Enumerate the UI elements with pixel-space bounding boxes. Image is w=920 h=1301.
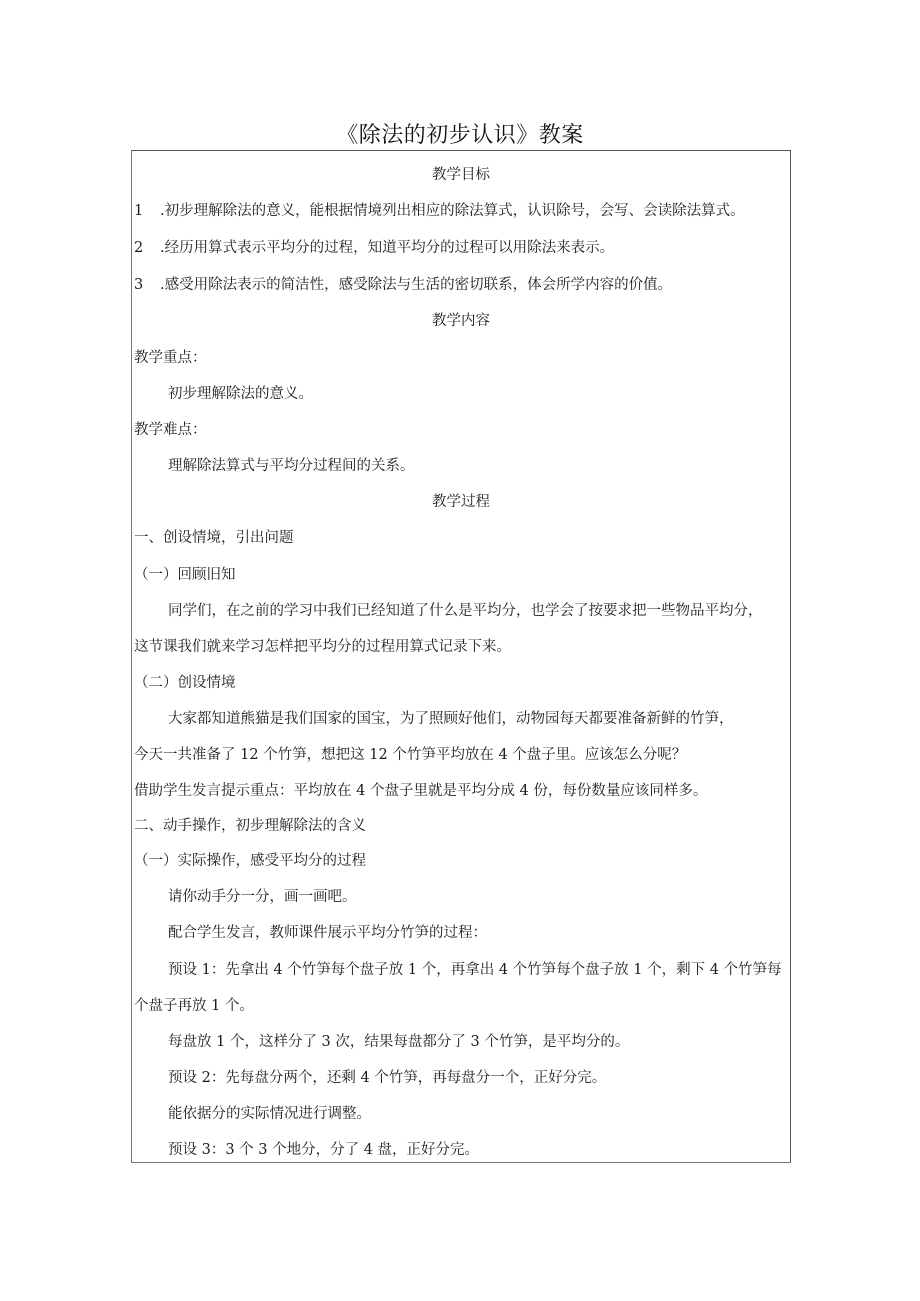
difficulty-label: 教学难点： — [134, 422, 207, 438]
paragraph: 请你动手分一分，画一画吧。 — [168, 889, 357, 905]
preset-3: 预设 3：3 个 3 个地分，分了 4 盘，正好分完。 — [168, 1142, 480, 1158]
section-heading-goals: 教学目标 — [432, 167, 490, 183]
preset-1-continued: 个盘子再放 1 个。 — [134, 998, 254, 1014]
goal-text: .初步理解除法的意义，能根据情境列出相应的除法算式，认识除号，会写、会读除法算式。 — [160, 203, 745, 219]
part1-sub2-title: （二）创设情境 — [134, 675, 236, 691]
key-point-label: 教学重点： — [134, 350, 207, 366]
paragraph: 同学们，在之前的学习中我们已经知道了什么是平均分，也学会了按要求把一些物品平均分， — [168, 603, 763, 619]
document-title: 《除法的初步认识》教案 — [336, 123, 584, 148]
preset-2-note: 能依据分的实际情况进行调整。 — [168, 1106, 371, 1122]
part1-title: 一、创设情境，引出问题 — [134, 530, 294, 546]
preset-1: 预设 1：先拿出 4 个竹笋每个盘子放 1 个，再拿出 4 个竹笋每个盘子放 1 个，剩下 4 个竹笋每 — [168, 962, 782, 978]
part2-sub1-title: （一）实际操作，感受平均分的过程 — [134, 853, 366, 869]
paragraph: 大家都知道熊猫是我们国家的国宝，为了照顾好他们，动物园每天都要准备新鲜的竹笋， — [168, 711, 734, 727]
goal-text: .感受用除法表示的简洁性，感受除法与生活的密切联系，体会所学内容的价值。 — [160, 277, 673, 293]
preset-2: 预设 2：先每盘分两个，还剩 4 个竹笋，再每盘分一个，正好分完。 — [168, 1070, 607, 1086]
goal-text: .经历用算式表示平均分的过程，知道平均分的过程可以用除法来表示。 — [160, 240, 615, 256]
preset-1-note: 每盘放 1 个，这样分了 3 次，结果每盘都分了 3 个竹笋，是平均分的。 — [168, 1034, 630, 1050]
key-point-text: 初步理解除法的意义。 — [168, 386, 313, 402]
paragraph: 配合学生发言，教师课件展示平均分竹笋的过程： — [168, 925, 487, 941]
section-heading-process: 教学过程 — [432, 494, 490, 510]
part2-title: 二、动手操作，初步理解除法的含义 — [134, 818, 366, 834]
goal-item-1 — [134, 201, 745, 221]
paragraph: 这节课我们就来学习怎样把平均分的过程用算式记录下来。 — [134, 639, 511, 655]
goal-item-2 — [134, 238, 614, 258]
goal-number: 3 — [134, 277, 144, 293]
section-heading-content: 教学内容 — [432, 313, 490, 329]
goal-number: 1 — [134, 203, 144, 219]
goal-number: 2 — [134, 240, 144, 256]
paragraph: 今天一共准备了 12 个竹笋，想把这 12 个竹笋平均放在 4 个盘子里。应该怎么分呢？ — [134, 747, 687, 763]
goal-item-3 — [134, 275, 672, 295]
paragraph: 借助学生发言提示重点：平均放在 4 个盘子里就是平均分成 4 份，每份数量应该同样多。 — [134, 783, 708, 799]
difficulty-text: 理解除法算式与平均分过程间的关系。 — [168, 458, 415, 474]
part1-sub1-title: （一）回顾旧知 — [134, 567, 236, 583]
